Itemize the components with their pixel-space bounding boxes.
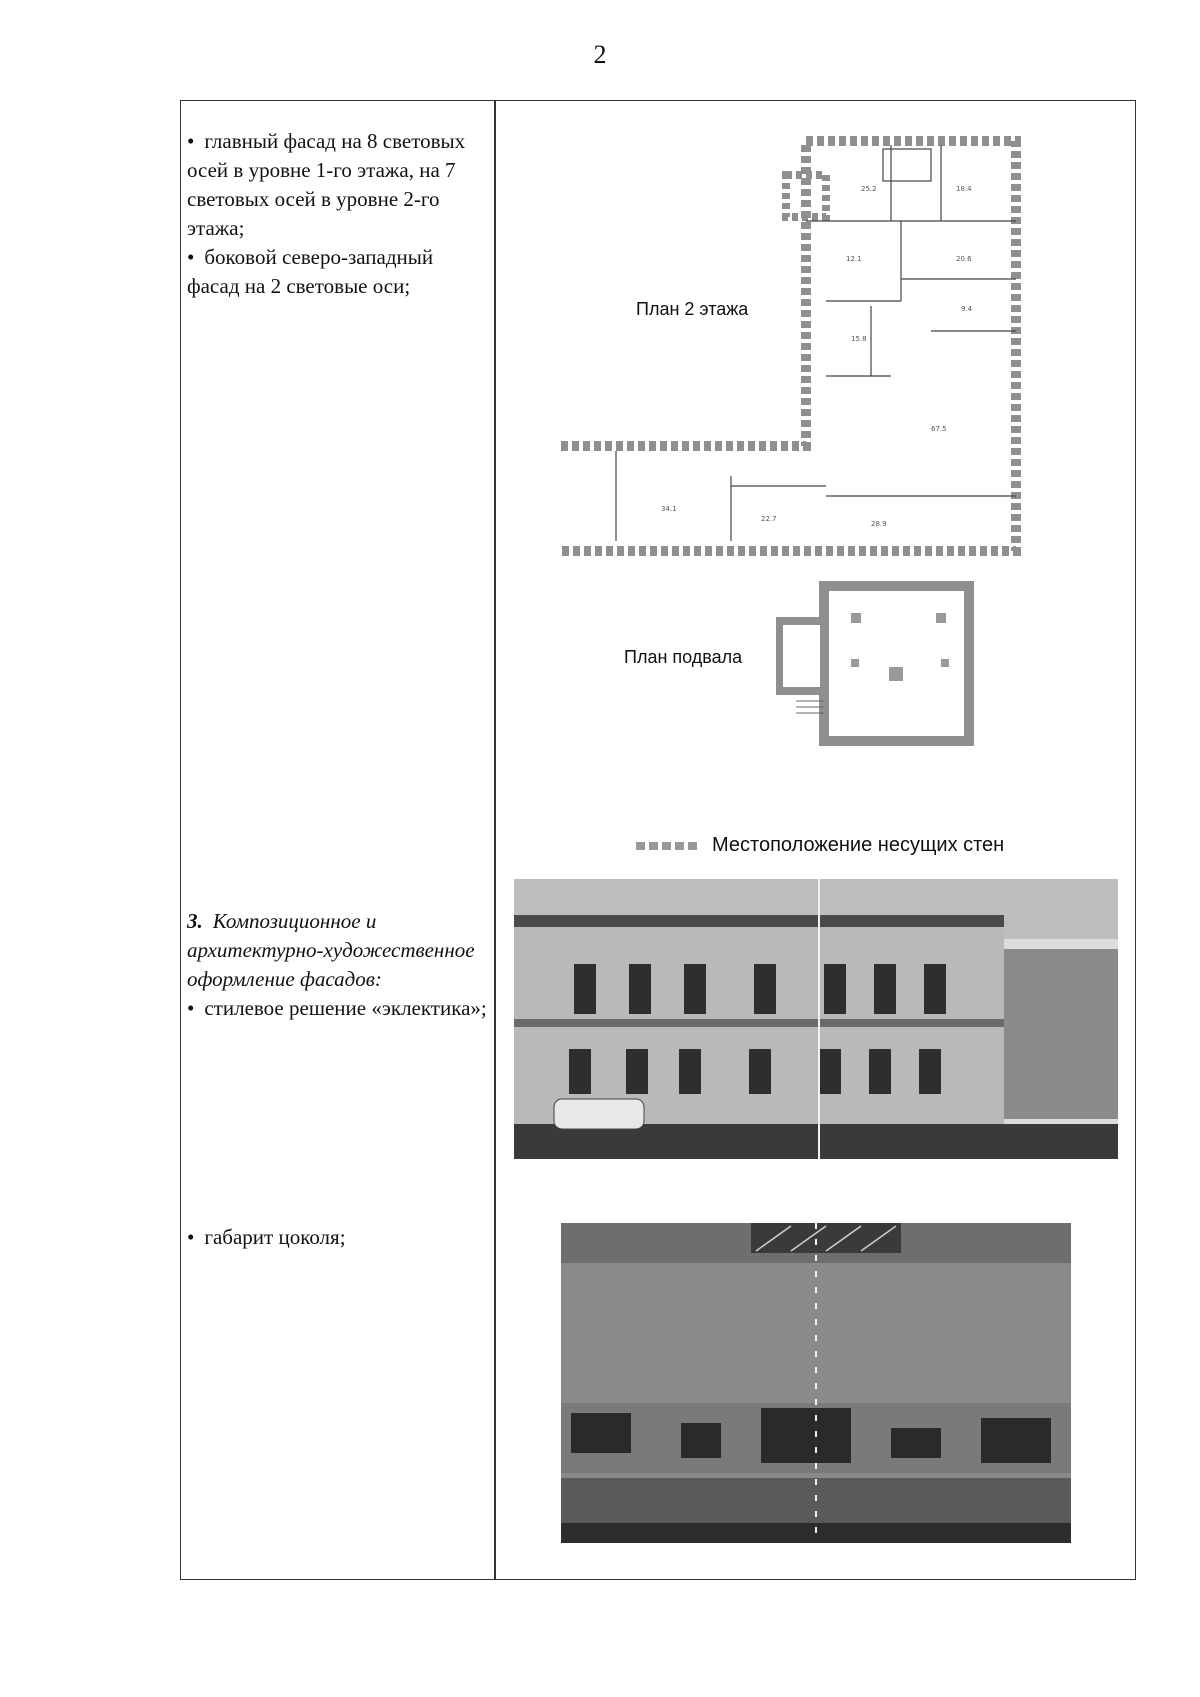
svg-text:67.5: 67.5 [931, 425, 947, 433]
facade-photo [514, 879, 1118, 1159]
section-heading: Композиционное и архитектурно-художественное оформление фасадов: [187, 909, 475, 991]
page-number: 2 [593, 40, 607, 69]
svg-text:15.8: 15.8 [851, 335, 867, 343]
facade-axes-text [187, 127, 487, 301]
plinth-photo [561, 1223, 1071, 1543]
svg-text:9.4: 9.4 [961, 305, 973, 313]
right-column [496, 101, 1136, 1579]
svg-text:34.1: 34.1 [661, 505, 677, 513]
svg-text:22.7: 22.7 [761, 515, 777, 523]
svg-text:18.4: 18.4 [956, 185, 972, 193]
list-item-main-facade: • главный фасад на 8 световых осей в уровне 1-го этажа, на 7 световых осей в уровне 2-го этажа; [187, 127, 487, 243]
second-floor-label: План 2 этажа [636, 299, 749, 319]
svg-text:25.2: 25.2 [861, 185, 877, 193]
left-column [181, 101, 494, 1579]
list-item-side-facade: • боковой северо-западный фасад на 2 световые оси; [187, 243, 487, 301]
wall-dots-icon [636, 842, 700, 850]
list-item-style: • стилевое решение «эклектика»; [187, 994, 487, 1023]
section-number: 3. [187, 909, 203, 933]
legend [636, 834, 1004, 857]
svg-text:28.9: 28.9 [871, 520, 887, 528]
list-item-plinth: • габарит цоколя; [187, 1223, 487, 1252]
document-table [180, 100, 1136, 1580]
section-3 [187, 907, 487, 1023]
svg-text:20.6: 20.6 [956, 255, 972, 263]
basement-label: План подвала [624, 647, 743, 667]
second-floor-plan [561, 131, 1021, 561]
plinth-text [187, 1223, 487, 1252]
svg-text:12.1: 12.1 [846, 255, 862, 263]
legend-label: Местоположение несущих стен [712, 834, 1005, 856]
basement-plan [776, 581, 976, 746]
